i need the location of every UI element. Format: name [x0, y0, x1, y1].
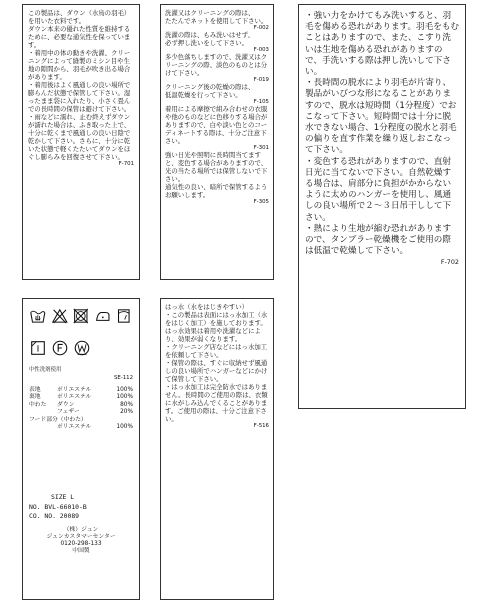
down-care-text: この製品は、ダウン（水鳥の羽毛）を用いた衣料です。 ダウン本来の優れた性質を維持するために、必要な通気性を保っています。 ・着用中の体の動きや洗濯、クリーニングによって縫製のミシン目や生地の隙間から、羽毛が吹き出る場合があります。 ・着用後はよく風通しの良い場所で膨らんだ状態で保管して下さい。湿ったまま袋に入れたり、小さく畳んでの長時間の保管は避けて下さい。 ・雨などに濡れ、止む終えずダウンが濡れた場合は、ふき取った上で、十分に乾くまで風通しの良い日陰で乾かして下さい。さらに、十分に乾いた状態で軽くたたいてダウンをほぐし膨らみを回復させて下さい。 [28, 9, 131, 161]
handwash-care-text: ・強い力をかけてもみ洗いすると、羽毛を傷める恐れがあります。羽毛をもむことはありますので、また、こすり洗いは生地を傷める恐れがありますので、手洗いする際は押し洗いして下さい。 ・長時間の脱水により羽毛が片寄り、製品がいびつな形になることがありますので、脱水は短時間（1分程度）でおこなって下さい。短時間では十分に脱水できない場合、1分程度の脱水と羽毛の偏りを直す作業を繰り返しおこなって下さい。 ・変色する恐れがありますので、直射日光に当てないで下さい。自然乾燥する場合は、肩部分に負担がかからないように太めのハンガーを使用し、風通しの良い場所で２～３日吊干しして下さい。 ・熱により生地が縮む恐れがありますので、タンブラー乾燥機をご使用の際は低温で乾燥して下さい。 [305, 11, 460, 257]
handwash-care-code: F-702 [440, 258, 459, 267]
material-row: 裏地 ポリエステル 100% [29, 394, 133, 401]
water-repellent-text: はっ水（水をはじきやすい） ・この製品は表面にはっ水加工（水をはじく加工）を施しております。はっ水効果は着用や洗濯などにより、効果が弱くなります。 ・クリーニング店などにはっ水加工を依頼して下さい。 ・保管の際は、すぐに収納せず風通しの良い場所でハンガーなどにかけて保管して下さい。 ・はっ水加工は完全防水ではありません。長時間のご使用の際は、衣類に水がしみ込んでくることがあります。ご使用の際は、十分ご注意下さい。 [165, 303, 268, 423]
hood-label: フード部分（中わた） [29, 416, 87, 423]
wash-block-6: 強い日光や照明に長時間当てますと、変色する場合がありますので、光の当たる場所では保管しないで下さい。 通気性の良い、暗所で保管するようお願いします。 [165, 151, 268, 199]
label-panel-spec [22, 298, 140, 600]
wash-block-3: 多少色落ちしますので、洗濯又はクリーニングの際、淡色のものとは分けて下さい。 [165, 53, 268, 77]
care-panel-down [22, 4, 140, 280]
product-number: NO. BVL-66010-B [29, 502, 87, 511]
no-tumble-dry-icon [72, 307, 90, 325]
care-panel-handwash [298, 4, 466, 409]
standard-code: SE-112 [113, 375, 133, 381]
neutral-detergent-label: 中性洗剤使用 [29, 367, 62, 373]
wash-block-1-code: F-002 [253, 25, 269, 31]
low-iron-icon [94, 307, 112, 325]
wash-block-4: クリーニング後の乾燥の際は、 低温乾燥を行って下さい。 [165, 83, 255, 99]
material-row: フェザー 20% [57, 409, 133, 416]
wash-block-2-code: F-003 [253, 47, 269, 53]
wash-block-1: 洗濯又はクリーニングの際は、 たたんでネットを使用して下さい。 [165, 9, 268, 25]
material-table [29, 387, 133, 431]
wash-block-5-code: F-301 [253, 145, 269, 151]
hand-wash-tub-icon [29, 307, 47, 325]
maker-info [29, 527, 133, 555]
no-bleach-icon [51, 307, 69, 325]
down-care-code: F-701 [118, 161, 134, 167]
product-spec [29, 493, 133, 521]
wash-block-5: 着用による摩擦で組み合わせの衣服や他のものなどに色移りする場合がありますので、白や淡い色とのコーディネートする際は、十分ご注意下さい。 [165, 105, 268, 145]
shade-dry-icon [29, 339, 47, 357]
wet-clean-w-icon [73, 339, 91, 357]
wash-block-3-code: F-019 [253, 77, 269, 83]
material-row: 中わた ダウン 80% [29, 401, 133, 408]
wash-block-2: 洗濯の際は、もみ洗いはせず、 必ず押し洗いをして下さい。 [165, 31, 254, 47]
hood-material-row: ポリエステル 100% [57, 424, 133, 431]
line-dry-icon [115, 307, 133, 325]
maker-center: ジュンカスタマーセンター [46, 534, 116, 541]
size-text: SIZE L [51, 493, 75, 502]
care-symbols-row-2 [29, 337, 133, 359]
material-row: 表地 ポリエステル 100% [29, 387, 133, 393]
maker-phone: 0120-298-133 [60, 541, 102, 548]
dry-clean-f-icon [51, 339, 69, 357]
country-of-origin: 中国製 [72, 548, 90, 555]
care-panel-washing [160, 4, 274, 280]
maker-name: （株）ジュン [63, 527, 99, 534]
wash-block-6-code: F-305 [253, 199, 269, 205]
wash-block-4-code: F-105 [253, 99, 269, 105]
detergent-note [29, 365, 133, 381]
co-number: CO. NO. 20089 [29, 511, 80, 520]
care-symbols-row-1 [29, 305, 133, 327]
care-panel-water-repellent [160, 298, 274, 600]
water-repellent-code: F-516 [253, 423, 269, 429]
